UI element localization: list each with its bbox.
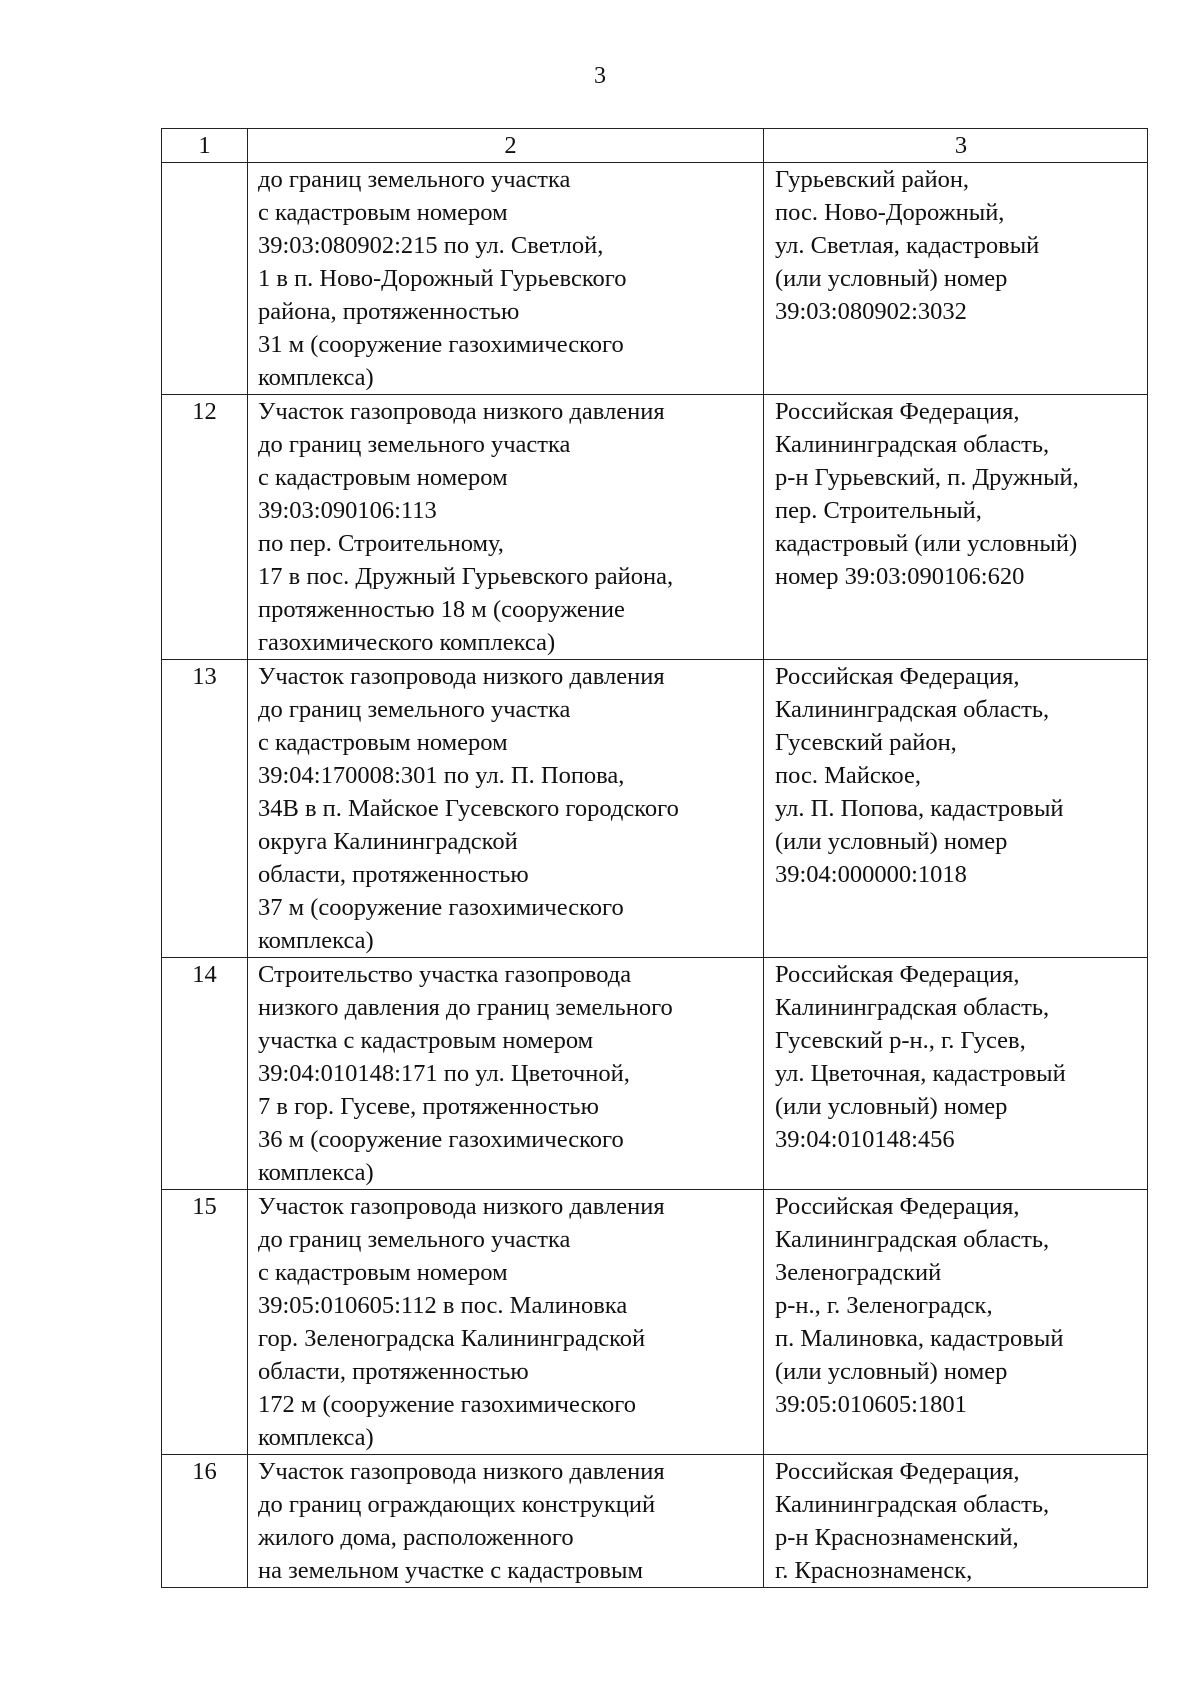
location-line: Российская Федерация, bbox=[775, 663, 1020, 690]
location-line: р-н., г. Зеленоградск, bbox=[775, 1292, 993, 1319]
location-line: кадастровый (или условный) bbox=[775, 530, 1078, 557]
description-line: Участок газопровода низкого давления bbox=[258, 1458, 665, 1485]
location-line: 39:05:010605:1801 bbox=[775, 1391, 967, 1418]
object-description-cell bbox=[248, 163, 764, 395]
description-line: 172 м (сооружение газохимического bbox=[258, 1391, 636, 1418]
table-row bbox=[162, 958, 1148, 1190]
location-line: Гусевский р-н., г. Гусев, bbox=[775, 1027, 1026, 1054]
description-line: комплекса) bbox=[258, 1159, 374, 1186]
location-line: Российская Федерация, bbox=[775, 1193, 1020, 1220]
row-number-cell: 12 bbox=[162, 395, 248, 660]
location-line: 39:04:000000:1018 bbox=[775, 861, 967, 888]
description-line: Участок газопровода низкого давления bbox=[258, 663, 665, 690]
description-line: с кадастровым номером bbox=[258, 1259, 508, 1286]
description-line: на земельном участке с кадастровым bbox=[258, 1557, 643, 1584]
location-line: (или условный) номер bbox=[775, 265, 1008, 292]
location-line: Российская Федерация, bbox=[775, 961, 1020, 988]
location-line: (или условный) номер bbox=[775, 1093, 1008, 1120]
object-location-cell bbox=[764, 660, 1148, 958]
description-line: 7 в гор. Гусеве, протяженностью bbox=[258, 1093, 599, 1120]
object-description-cell bbox=[248, 1190, 764, 1455]
location-line: 39:04:010148:456 bbox=[775, 1126, 955, 1153]
row-number-cell: 13 bbox=[162, 660, 248, 958]
description-line: комплекса) bbox=[258, 1424, 374, 1451]
location-line: ул. П. Попова, кадастровый bbox=[775, 795, 1064, 822]
location-line: номер 39:03:090106:620 bbox=[775, 563, 1025, 590]
description-line: Участок газопровода низкого давления bbox=[258, 1193, 665, 1220]
object-location-cell bbox=[764, 395, 1148, 660]
object-description-cell bbox=[248, 660, 764, 958]
description-line: гор. Зеленоградска Калининградской bbox=[258, 1325, 646, 1352]
location-line: Калининградская область, bbox=[775, 1491, 1050, 1518]
description-line: 34В в п. Майское Гусевского городского bbox=[258, 795, 679, 822]
description-line: 39:04:010148:171 по ул. Цветочной, bbox=[258, 1060, 630, 1087]
location-line: 39:03:080902:3032 bbox=[775, 298, 967, 325]
row-number-cell: 16 bbox=[162, 1455, 248, 1588]
row-number-cell: 15 bbox=[162, 1190, 248, 1455]
location-line: Российская Федерация, bbox=[775, 1458, 1020, 1485]
description-line: протяженностью 18 м (сооружение bbox=[258, 596, 625, 623]
location-line: Гусевский район, bbox=[775, 729, 957, 756]
description-line: участка с кадастровым номером bbox=[258, 1027, 594, 1054]
description-line: жилого дома, расположенного bbox=[258, 1524, 574, 1551]
description-line: газохимического комплекса) bbox=[258, 629, 556, 656]
description-line: комплекса) bbox=[258, 927, 374, 954]
object-description-cell bbox=[248, 1455, 764, 1588]
table-row bbox=[162, 1455, 1148, 1588]
location-line: р-н Гурьевский, п. Дружный, bbox=[775, 464, 1079, 491]
description-line: с кадастровым номером bbox=[258, 464, 508, 491]
location-line: Российская Федерация, bbox=[775, 398, 1020, 425]
description-line: 39:05:010605:112 в пос. Малиновка bbox=[258, 1292, 628, 1319]
table-body bbox=[162, 129, 1148, 1588]
location-line: ул. Цветочная, кадастровый bbox=[775, 1060, 1066, 1087]
location-line: г. Краснознаменск, bbox=[775, 1557, 973, 1584]
row-number-cell bbox=[162, 163, 248, 395]
location-line: Гурьевский район, bbox=[775, 166, 970, 193]
location-line: пер. Строительный, bbox=[775, 497, 982, 524]
table-row bbox=[162, 660, 1148, 958]
location-line: (или условный) номер bbox=[775, 1358, 1008, 1385]
description-line: округа Калининградской bbox=[258, 828, 518, 855]
description-line: Участок газопровода низкого давления bbox=[258, 398, 665, 425]
location-line: Калининградская область, bbox=[775, 1226, 1050, 1253]
description-line: 17 в пос. Дружный Гурьевского района, bbox=[258, 563, 674, 590]
table-header-row bbox=[162, 129, 1148, 163]
location-line: ул. Светлая, кадастровый bbox=[775, 232, 1040, 259]
description-line: по пер. Строительному, bbox=[258, 530, 504, 557]
objects-table bbox=[161, 128, 1148, 1588]
object-location-cell bbox=[764, 958, 1148, 1190]
description-line: области, протяженностью bbox=[258, 1358, 529, 1385]
location-line: р-н Краснознаменский, bbox=[775, 1524, 1019, 1551]
description-line: 31 м (сооружение газохимического bbox=[258, 331, 624, 358]
description-line: Строительство участка газопровода bbox=[258, 961, 632, 988]
description-line: 37 м (сооружение газохимического bbox=[258, 894, 624, 921]
description-line: до границ земельного участка bbox=[258, 696, 571, 723]
row-number-cell: 14 bbox=[162, 958, 248, 1190]
description-line: 39:03:090106:113 bbox=[258, 497, 437, 524]
location-line: (или условный) номер bbox=[775, 828, 1008, 855]
table-row bbox=[162, 395, 1148, 660]
page-number: 3 bbox=[594, 63, 606, 89]
object-location-cell bbox=[764, 163, 1148, 395]
object-description-cell bbox=[248, 395, 764, 660]
description-line: комплекса) bbox=[258, 364, 374, 391]
table-row bbox=[162, 163, 1148, 395]
description-line: района, протяженностью bbox=[258, 298, 520, 325]
object-location-cell bbox=[764, 1190, 1148, 1455]
description-line: низкого давления до границ земельного bbox=[258, 994, 673, 1021]
description-line: 39:04:170008:301 по ул. П. Попова, bbox=[258, 762, 625, 789]
location-line: Зеленоградский bbox=[775, 1259, 942, 1286]
description-line: до границ земельного участка bbox=[258, 1226, 571, 1253]
description-line: с кадастровым номером bbox=[258, 729, 508, 756]
column-header-3: 3 bbox=[764, 129, 1148, 163]
column-header-1: 1 bbox=[162, 129, 248, 163]
object-location-cell bbox=[764, 1455, 1148, 1588]
object-description-cell bbox=[248, 958, 764, 1190]
column-header-2: 2 bbox=[248, 129, 764, 163]
location-line: Калининградская область, bbox=[775, 994, 1050, 1021]
description-line: 39:03:080902:215 по ул. Светлой, bbox=[258, 232, 604, 259]
location-line: пос. Ново-Дорожный, bbox=[775, 199, 1005, 226]
description-line: 1 в п. Ново-Дорожный Гурьевского bbox=[258, 265, 627, 292]
description-line: до границ ограждающих конструкций bbox=[258, 1491, 656, 1518]
location-line: п. Малиновка, кадастровый bbox=[775, 1325, 1064, 1352]
description-line: 36 м (сооружение газохимического bbox=[258, 1126, 624, 1153]
location-line: пос. Майское, bbox=[775, 762, 921, 789]
description-line: области, протяженностью bbox=[258, 861, 529, 888]
description-line: до границ земельного участка bbox=[258, 431, 571, 458]
location-line: Калининградская область, bbox=[775, 696, 1050, 723]
description-line: с кадастровым номером bbox=[258, 199, 508, 226]
description-line: до границ земельного участка bbox=[258, 166, 571, 193]
table-row bbox=[162, 1190, 1148, 1455]
location-line: Калининградская область, bbox=[775, 431, 1050, 458]
